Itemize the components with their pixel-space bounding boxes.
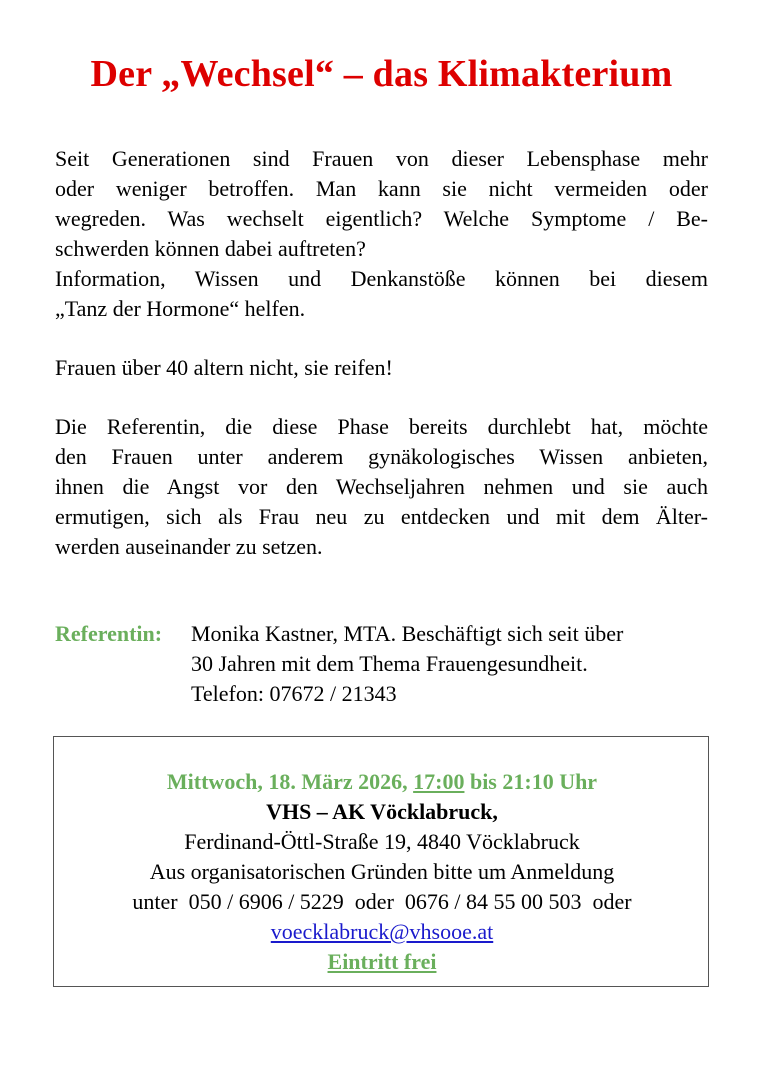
registration-phones: unter 050 / 6906 / 5229 oder 0676 / 84 55 00 503 oder <box>132 889 632 914</box>
event-venue: VHS – AK Vöcklabruck, <box>266 799 498 824</box>
admission-link[interactable]: Eintritt frei <box>327 949 437 974</box>
event-date: Mittwoch, 18. März 2026, <box>166 769 408 794</box>
intro-line: Information, Wissen und Denkanstöße können bei diesem <box>55 266 708 291</box>
event-info-box <box>53 736 709 987</box>
speaker-line: Monika Kastner, MTA. Beschäftigt sich seit über <box>191 621 624 646</box>
description-line: Die Referentin, die diese Phase bereits durchlebt hat, möchte <box>55 414 708 439</box>
event-start-time: 17:00 <box>413 769 465 794</box>
intro-line: wegreden. Was wechselt eigentlich? Welche Symptome / Be- <box>55 206 708 231</box>
page-title: Der „Wechsel“ – das Klimakterium <box>90 53 673 95</box>
description-line: ermutigen, sich als Frau neu zu entdecken und mit dem Älter- <box>55 504 708 529</box>
event-end-time: bis 21:10 Uhr <box>469 769 598 794</box>
intro-paragraph <box>55 144 708 324</box>
speaker-info <box>191 619 711 709</box>
description-line: ihnen die Angst vor den Wechseljahren nehmen und sie auch <box>55 474 708 499</box>
intro-line: „Tanz der Hormone“ helfen. <box>55 296 306 321</box>
event-address: Ferdinand-Öttl-Straße 19, 4840 Vöcklabruck <box>184 829 580 854</box>
tagline: Frauen über 40 altern nicht, sie reifen! <box>55 355 393 380</box>
description-line: den Frauen unter anderem gynäkologisches Wissen anbieten, <box>55 444 708 469</box>
speaker-line: 30 Jahren mit dem Thema Frauengesundheit. <box>191 651 588 676</box>
intro-line: oder weniger betroffen. Man kann sie nicht vermeiden oder <box>55 176 708 201</box>
intro-line: schwerden können dabei auftreten? <box>55 236 366 261</box>
speaker-phone: Telefon: 07672 / 21343 <box>191 681 397 706</box>
description-paragraph <box>55 412 708 562</box>
intro-line: Seit Generationen sind Frauen von dieser Lebensphase mehr <box>55 146 708 171</box>
registration-note: Aus organisatorischen Gründen bitte um Anmeldung <box>149 859 615 884</box>
description-line: werden auseinander zu setzen. <box>55 534 323 559</box>
email-link[interactable]: voecklabruck@vhsooe.at <box>270 919 494 944</box>
event-datetime <box>54 767 710 797</box>
speaker-label: Referentin: <box>55 621 163 646</box>
